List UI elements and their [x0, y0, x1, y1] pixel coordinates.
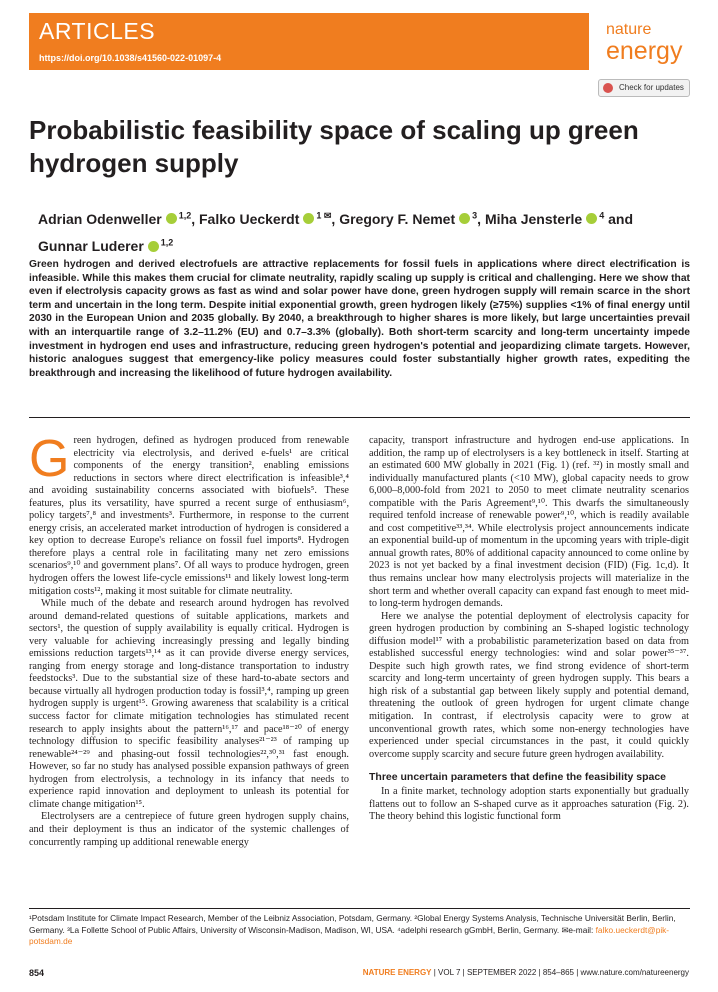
orcid-icon[interactable] [303, 213, 314, 224]
paragraph: capacity, transport infrastructure and hydrogen end-use applications. In addition, the ramp up of electrolysers is a key bottleneck in itself. Starting at an estimated 600 MW globally in 2021 (Fig. 1) (ref. ³²) in mostly small and individually manufactured plants (<10 MW), global capacity needs to grow 6,000–8,000-fold from 2021 to 2050 to meet climate neutrality scenarios compatible with the Paris Agreement⁹,¹⁰. This dwarfs the simultaneously required tenfold increase of renewable power⁹,¹⁰, which is readily available and cost competitive³³,³⁴. While electrolysis project announcements indicate an exponential build-up of momentum in the upcoming years with triple-digit annual growth rates, 80% of additional capacity announced to come online by 2023 is not yet backed by a final investment decision (FID) (Fig. 1c,d). It thus remains unclear how many electrolysis projects will materialize in the short term and whether overall capacity can expand fast enough to meet mid- to long-term hydrogen demands. [369, 435, 689, 610]
journal-details[interactable]: | VOL 7 | SEPTEMBER 2022 | 854–865 | www.nature.com/natureenergy [431, 968, 689, 977]
orcid-icon[interactable] [586, 213, 597, 224]
check-updates-button[interactable] [598, 79, 690, 97]
orcid-icon[interactable] [148, 241, 159, 252]
paragraph: Here we analyse the potential deployment of electrolysis capacity for green hydrogen production by combining an S-shaped logistic technology diffusion model¹⁷ with a probabilistic parameterization based on data from established successful energy technologies: wind and solar power³⁵⁻³⁷. Despite such high growth rates, we find strong evidence of short-term scarcity and long-term uncertainty of green hydrogen supply. This bears a high risk of a substantial gap between likely supply and potential demand, threatening the outlook of green hydrogen for urgent climate change mitigation. In contrast, if electrolysis capacity were to grow at unconventional growth rates, which some non-energy technologies have experienced under special circumstances in the past, it could quickly overcome supply scarcity and secure future green hydrogen availability. [369, 610, 689, 760]
page-number: 854 [29, 968, 45, 978]
logo-line-2: energy [606, 37, 683, 65]
section-heading: Three uncertain parameters that define the feasibility space [369, 771, 667, 784]
drop-cap: G [29, 430, 70, 488]
logo-line-1: nature [606, 21, 652, 38]
journal-name: NATURE ENERGY [362, 968, 432, 977]
author[interactable]: Miha Jensterle $^4$ and [484, 210, 633, 227]
article-title: Probabilistic feasibility space of scaling up green hydrogen supply [29, 115, 639, 178]
author[interactable]: Adrian Odenweller $^{1,2}$, [38, 210, 199, 227]
email-link[interactable]: falko.ueckerdt@pik-potsdam.de [29, 924, 670, 946]
check-updates-icon [603, 83, 613, 93]
orcid-icon[interactable] [459, 213, 470, 224]
paragraph: Electrolysers are a centrepiece of future green hydrogen supply chains, and their deployment is thus an indicator of the systemic challenges of concurrently ramping up additional renewable energy [29, 811, 349, 848]
section-banner [29, 13, 589, 70]
affiliations-footnote: ¹Potsdam Institute for Climate Impact Research, Member of the Leibniz Association, Potsdam, Germany. ²Global Energy Systems Analysis, Technische Universität Berlin, Berlin, Germany. ³La Follette School of Public Affairs, University of Wisconsin-Madison, Madison, WI, USA. ⁴adelphi research gGmbH, Berlin, Germany. ✉e-mail: falko.ueckerdt@pik-potsdam.de [29, 913, 676, 946]
right-column [369, 435, 689, 824]
doi-link[interactable]: https://doi.org/10.1038/s41560-022-01097-4 [39, 53, 222, 63]
journal-footer [363, 968, 689, 977]
paragraph: While much of the debate and research around hydrogen has revolved around demand-related questions of suitable applications, markets and sectors¹, the question of supply availability is equally critical. Hydrogen is very valuable for achieving increasingly pressing and legally binding emissions reduction targets¹³,¹⁴ as it can provide diverse energy services, ranging from energy storage and long-distance transportation to industry feedstocks³. Due to the substantial size of these hard-to-abate sectors and because virtually all hydrogen production today is fossil³,⁴, ramping up green hydrogen supply is urgent¹⁵. Growing awareness that scalability is a critical success factor for climate mitigation technologies has stimulated recent research to apply insights about the pattern¹⁶,¹⁷ and pace¹⁸⁻²⁰ of energy technology diffusion to specific feasibility analyses²¹⁻²³ of ramping up renewable²⁴⁻²⁹ and phasing-out fossil technologies²²,³⁰,³¹ fast enough. However, so far no study has analysed possible expansion pathways of green hydrogen from electrolysis, a technology in its infancy that needs to experience rapid innovation and deployment to unleash its potential for climate change mitigation¹⁵. [29, 598, 349, 810]
footnote-divider [29, 908, 690, 909]
author[interactable]: Gregory F. Nemet $^3$, [339, 210, 485, 227]
section-label: ARTICLES [39, 18, 156, 44]
author-list [38, 203, 678, 258]
left-column [29, 430, 349, 849]
abstract: Green hydrogen and derived electrofuels are attractive replacements for fossil fuels in applications where direct electrification is infeasible. While this makes them crucial for climate neutrality, rapidly scaling up supply is critical and challenging. Here we show that even if electrolysis capacity grows as fast as wind and solar power have done, green hydrogen supply will remain scarce in the short term and uncertain in the long term. Despite initial exponential growth, green hydrogen likely (≥75%) supplies <1% of final energy until 2030 in the European Union and 2035 globally. By 2040, a breakthrough to higher shares is more likely, but large uncertainties prevail with an interquartile range of 3.2–11.2% (EU) and 0.7–3.3% (globally). Both short-term scarcity and long-term uncertainty impede investment in hydrogen end uses and infrastructure, reducing green hydrogen's potential and jeopardizing climate targets. However, historic analogues suggest that emergency-like policy measures could foster substantially higher growth rates, expediting the breakthrough and increasing the likelihood of future hydrogen availability. [29, 259, 690, 379]
author[interactable]: Falko Ueckerdt $^{1 ✉}$, [199, 210, 340, 227]
orcid-icon[interactable] [166, 213, 177, 224]
paragraph: reen hydrogen, defined as hydrogen produced from renewable electricity via electrolysis, and derived e-fuels¹ are critical components of the energy transition², enabling emissions reductions in sectors where direct electrification is infeasible³,⁴ and avoiding sustainability concerns associated with biofuels⁵. These features, plus its versatility, have spurred a recent surge of enthusiasm⁶, policy targets⁷,⁸ and investments³. Furthermore, in response to the current energy crisis, an accelerated market introduction of hydrogen is considered a key option to decrease Europe's reliance on fossil fuel imports⁸. Hydrogen therefore plays a central role in facilitating many net zero emissions scenarios⁹,¹⁰ and government plans⁷. Of all ways to produce hydrogen, green hydrogen offers the lowest life-cycle emissions¹¹ and likely lowest long-term mitigation costs¹², making it most suitable for climate neutrality. [29, 435, 349, 597]
paragraph: In a finite market, technology adoption starts exponentially but gradually flattens out to follow an S-shaped curve as it approaches saturation (Fig. 2). The theory behind this logistic functional form [369, 786, 689, 823]
journal-logo [598, 13, 686, 70]
abstract-divider [29, 417, 690, 418]
author[interactable]: Gunnar Luderer $^{1,2}$ [38, 237, 174, 255]
check-updates-label: Check for updates [619, 83, 684, 92]
